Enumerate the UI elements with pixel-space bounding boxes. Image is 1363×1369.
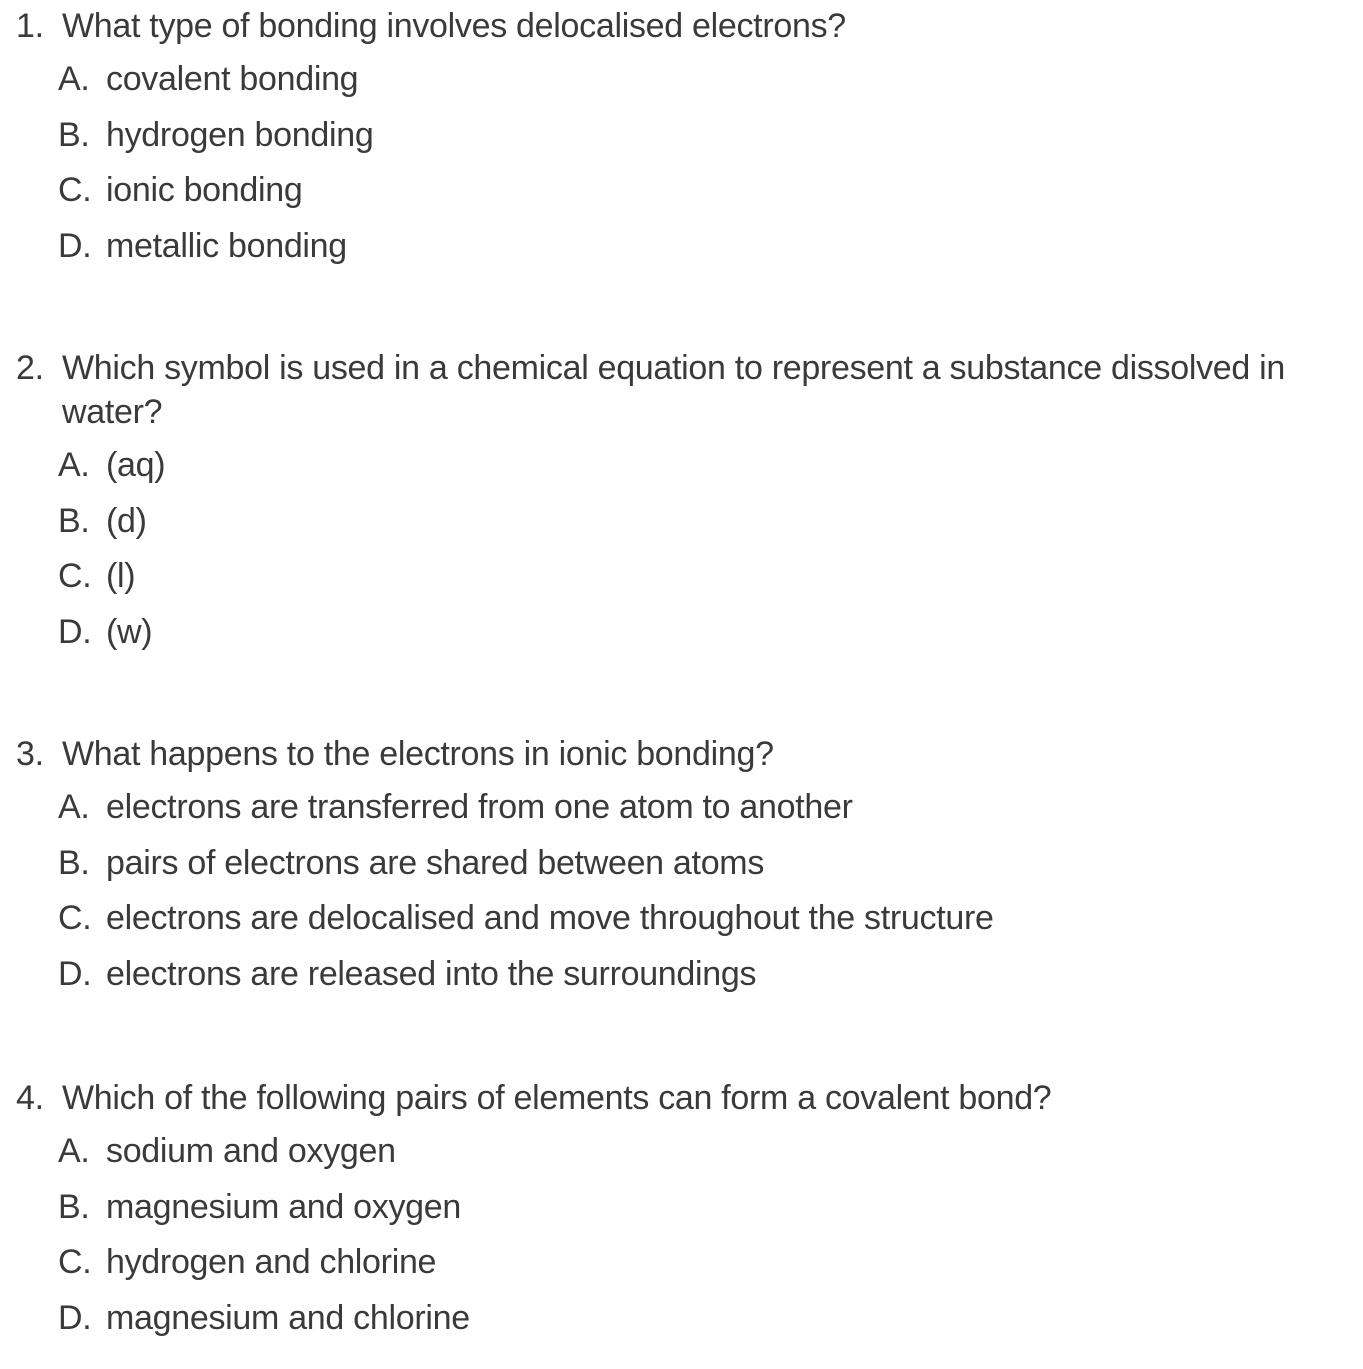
option-b[interactable] <box>0 499 1363 555</box>
option-b[interactable] <box>0 113 1363 169</box>
option-letter: A. <box>58 1132 90 1170</box>
option-letter: D. <box>58 954 92 993</box>
question-text: What type of bonding involves delocalised electrons? <box>62 7 846 45</box>
option-text: magnesium and chlorine <box>106 1298 470 1337</box>
option-c[interactable] <box>0 896 1363 952</box>
option-text: electrons are delocalised and move throughout the structure <box>106 899 994 937</box>
option-d[interactable] <box>0 952 1363 1008</box>
option-text: (aq) <box>106 446 166 484</box>
option-d[interactable] <box>0 1296 1363 1352</box>
option-text: magnesium and oxygen <box>106 1187 462 1226</box>
question-text: What happens to the electrons in ionic bonding? <box>62 735 774 773</box>
option-letter: D. <box>58 612 92 651</box>
question-stem <box>0 1076 1363 1120</box>
question-1 <box>0 4 1363 279</box>
options-list <box>0 57 1363 279</box>
option-d[interactable] <box>0 610 1363 666</box>
option-letter: C. <box>58 171 92 209</box>
option-a[interactable] <box>0 785 1363 841</box>
option-text: electrons are transferred from one atom to another <box>106 788 853 826</box>
option-c[interactable] <box>0 1240 1363 1296</box>
option-text: ionic bonding <box>106 171 303 209</box>
option-letter: A. <box>58 60 90 98</box>
option-d[interactable] <box>0 224 1363 280</box>
option-b[interactable] <box>0 1185 1363 1241</box>
question-number: 2. <box>16 349 44 387</box>
option-text: sodium and oxygen <box>106 1132 396 1170</box>
option-letter: D. <box>58 1298 92 1337</box>
option-letter: B. <box>58 843 90 882</box>
options-list <box>0 1129 1363 1351</box>
option-text: (d) <box>106 501 147 540</box>
option-text: metallic bonding <box>106 226 347 265</box>
option-letter: A. <box>58 788 90 826</box>
option-letter: B. <box>58 115 90 154</box>
option-text: (l) <box>106 557 136 595</box>
option-c[interactable] <box>0 554 1363 610</box>
question-stem <box>0 346 1363 434</box>
option-text: electrons are released into the surroundings <box>106 954 757 993</box>
question-number: 4. <box>16 1079 44 1117</box>
option-letter: B. <box>58 1187 90 1226</box>
question-stem <box>0 4 1363 48</box>
options-list <box>0 785 1363 1007</box>
option-text: (w) <box>106 612 153 651</box>
option-a[interactable] <box>0 1129 1363 1185</box>
option-a[interactable] <box>0 443 1363 499</box>
options-list <box>0 443 1363 665</box>
option-letter: C. <box>58 1243 92 1281</box>
question-text: Which symbol is used in a chemical equation to represent a substance dissolved in water? <box>62 349 1286 431</box>
option-letter: C. <box>58 899 92 937</box>
option-letter: B. <box>58 501 90 540</box>
option-letter: D. <box>58 226 92 265</box>
option-text: pairs of electrons are shared between atoms <box>106 843 765 882</box>
question-3 <box>0 732 1363 1007</box>
option-text: hydrogen bonding <box>106 115 374 154</box>
question-4 <box>0 1076 1363 1351</box>
question-stem <box>0 732 1363 776</box>
option-letter: C. <box>58 557 92 595</box>
question-text: Which of the following pairs of elements can form a covalent bond? <box>62 1079 1052 1117</box>
question-number: 1. <box>16 7 44 45</box>
option-a[interactable] <box>0 57 1363 113</box>
option-text: covalent bonding <box>106 60 359 98</box>
question-2 <box>0 346 1363 665</box>
option-letter: A. <box>58 446 90 484</box>
option-text: hydrogen and chlorine <box>106 1243 437 1281</box>
option-b[interactable] <box>0 841 1363 897</box>
question-number: 3. <box>16 735 44 773</box>
option-c[interactable] <box>0 168 1363 224</box>
